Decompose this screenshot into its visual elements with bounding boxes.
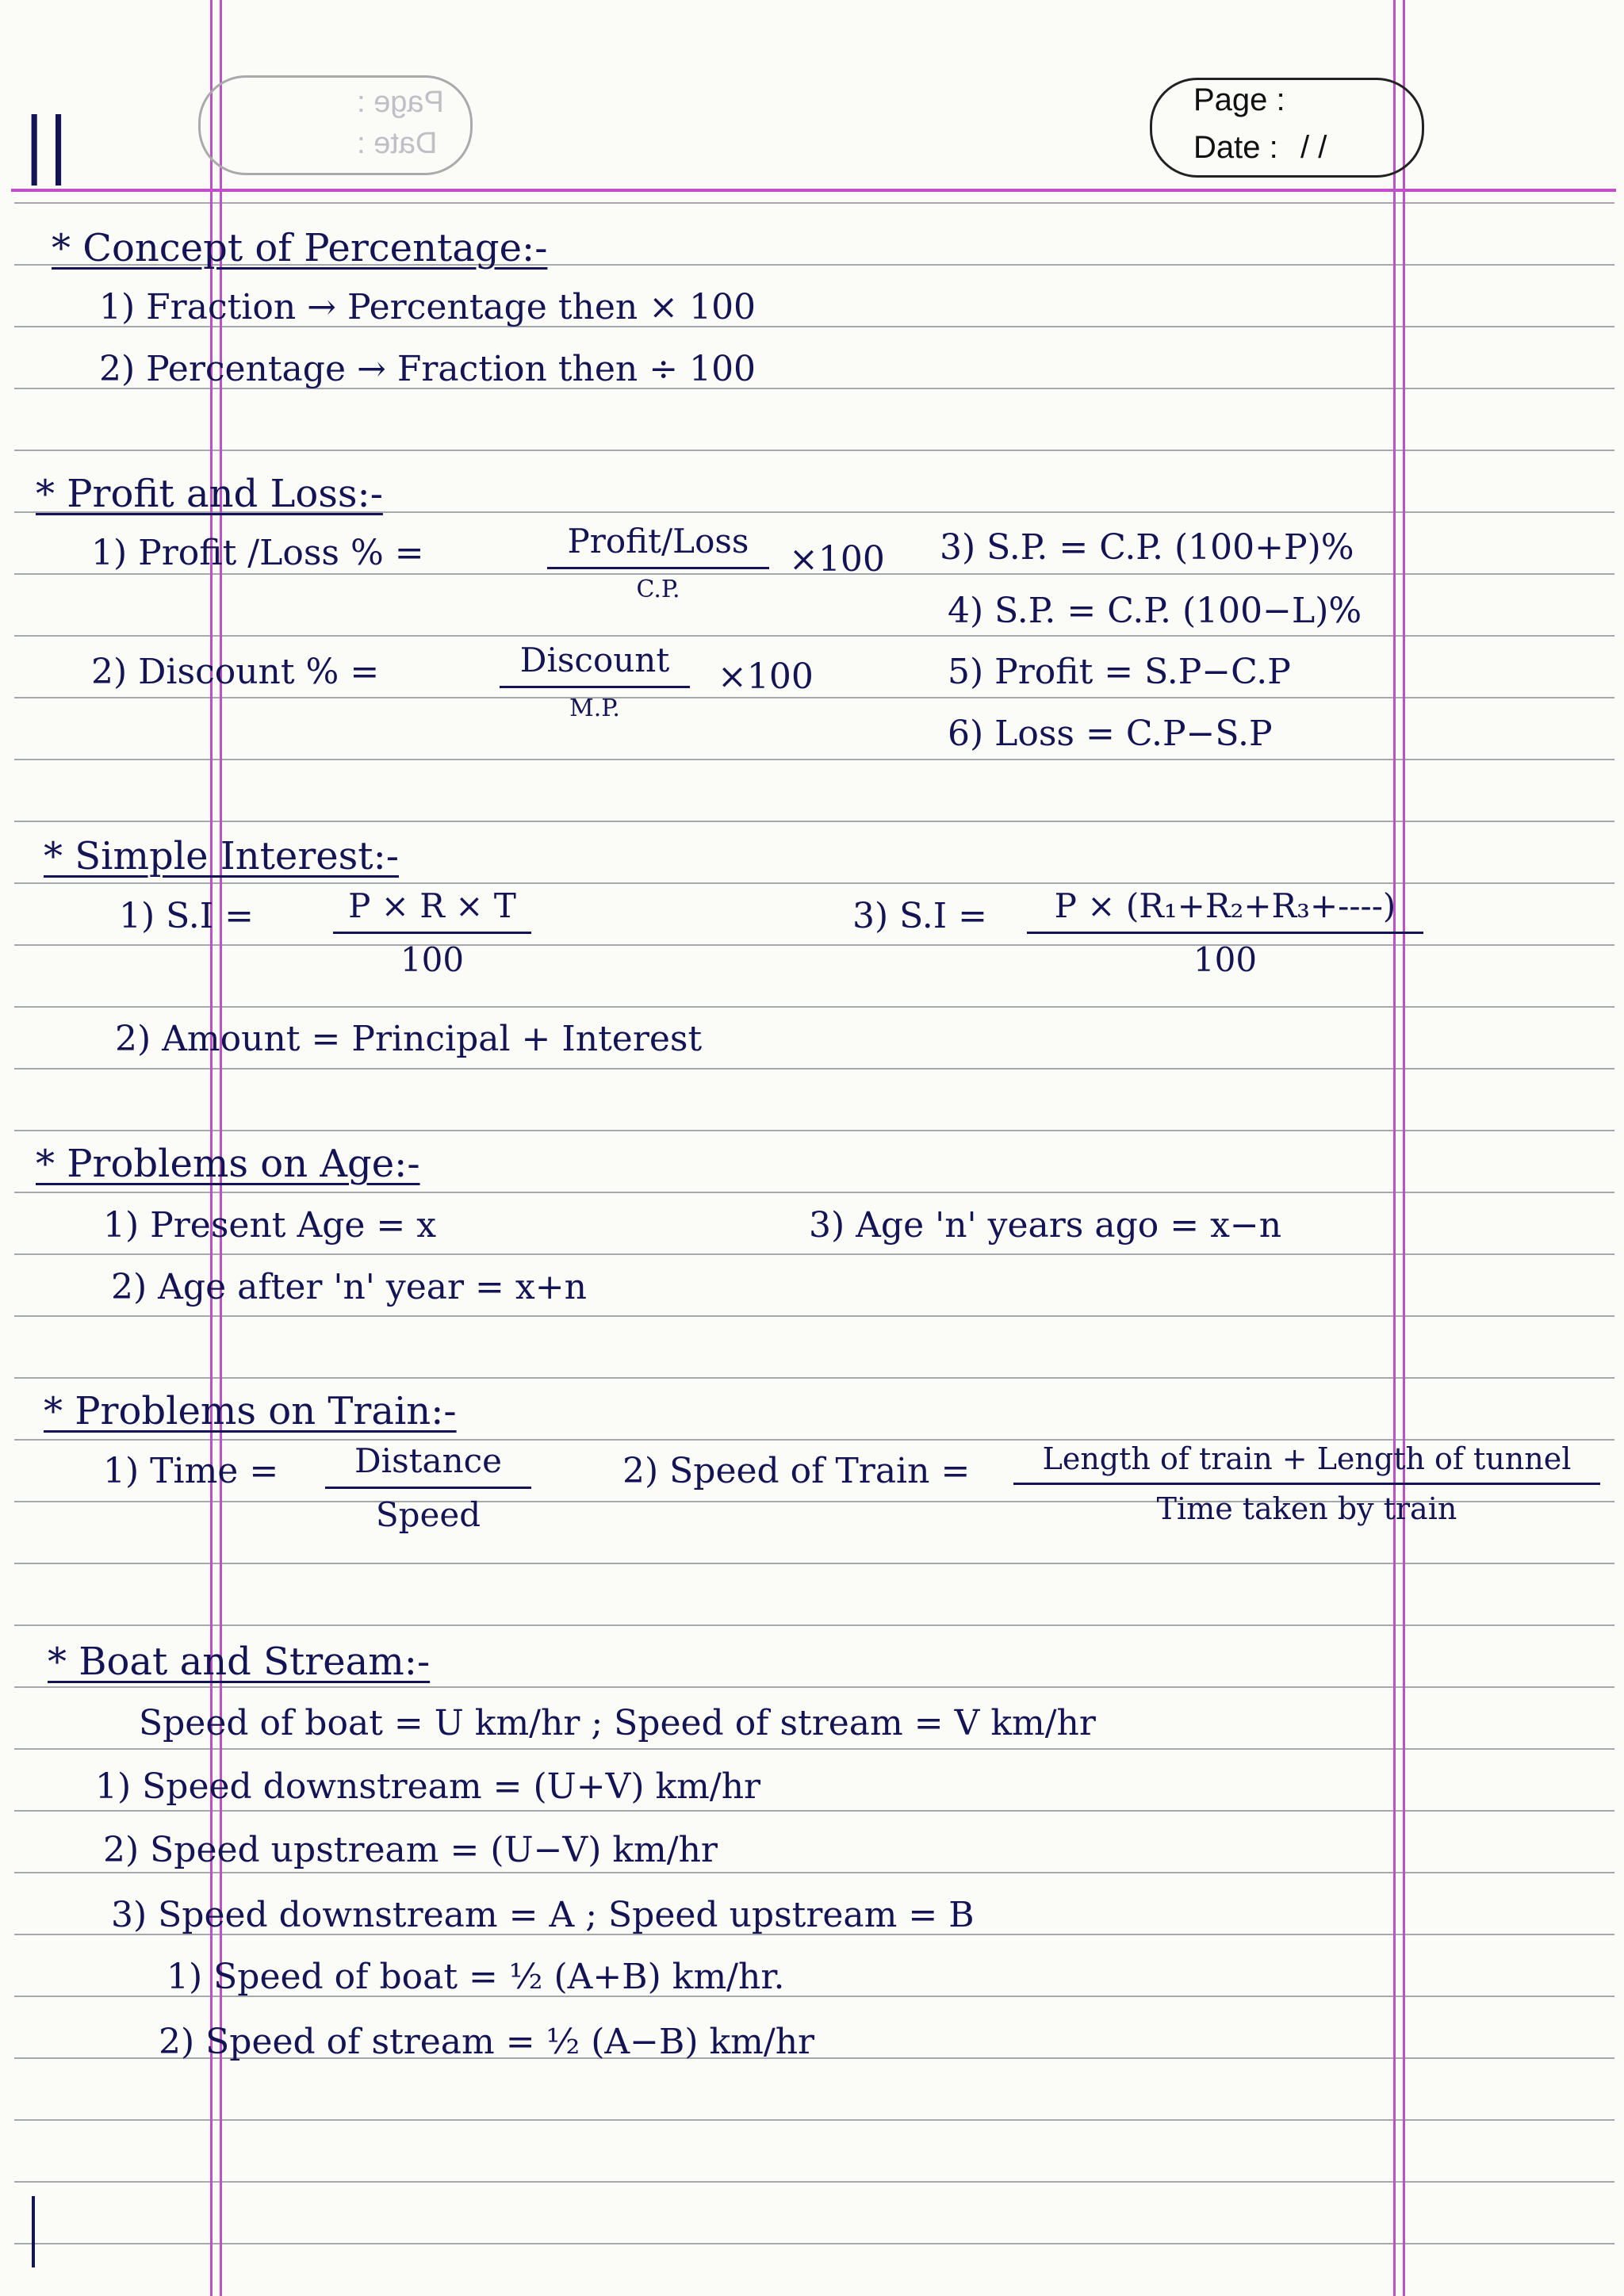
discount-fraction xyxy=(500,641,690,722)
ruled-line xyxy=(14,2181,1614,2183)
si-fraction-1 xyxy=(333,886,531,979)
profit-numerator: Profit/Loss xyxy=(567,522,749,561)
date-label: Date : xyxy=(1193,130,1278,165)
section-title-percentage: * Concept of Percentage:- xyxy=(52,226,548,270)
percentage-line-2: 2) Percentage → Fraction then ÷ 100 xyxy=(99,349,756,389)
ruled-line xyxy=(14,202,1614,204)
ruled-line xyxy=(14,635,1614,637)
profit-rule-6: 6) Loss = C.P−S.P xyxy=(948,714,1273,754)
train-formula-1-lhs: 1) Time = xyxy=(103,1451,279,1491)
bottom-left-mark xyxy=(32,2196,35,2267)
top-margin-line xyxy=(11,189,1616,192)
ruled-line xyxy=(14,1068,1614,1070)
boat-line-3: 3) Speed downstream = A ; Speed upstream = B xyxy=(111,1895,975,1935)
si-formula-3-lhs: 3) S.I = xyxy=(852,896,987,936)
discount-formula-lhs: 2) Discount % = xyxy=(91,652,380,692)
ruled-line xyxy=(14,697,1614,698)
boat-line-5: 2) Speed of stream = ½ (A−B) km/hr xyxy=(159,2022,815,2062)
train-denominator-2: Time taken by train xyxy=(1156,1491,1457,1526)
train-numerator-1: Distance xyxy=(354,1441,502,1480)
section-title-train: * Problems on Train:- xyxy=(44,1389,457,1433)
profit-rule-4: 4) S.P. = C.P. (100−L)% xyxy=(948,591,1362,631)
discount-denominator: M.P. xyxy=(569,695,620,722)
ruled-line xyxy=(14,1872,1614,1873)
profit-rule-3: 3) S.P. = C.P. (100+P)% xyxy=(940,527,1354,568)
percentage-line-1: 1) Fraction → Percentage then × 100 xyxy=(99,287,756,327)
boat-line-1: 1) Speed downstream = (U+V) km/hr xyxy=(95,1766,761,1807)
ruled-line xyxy=(14,1315,1614,1317)
section-title-boat: * Boat and Stream:- xyxy=(48,1640,431,1684)
section-title-profit: * Profit and Loss:- xyxy=(36,472,383,516)
boat-line-4: 1) Speed of boat = ½ (A+B) km/hr. xyxy=(167,1957,785,1997)
profit-fraction xyxy=(547,522,769,603)
ghost-date-label: Date : xyxy=(357,127,438,160)
ruled-line xyxy=(14,1130,1614,1131)
profit-rule-5: 5) Profit = S.P−C.P xyxy=(948,652,1291,692)
ruled-line xyxy=(14,1006,1614,1008)
left-mark: || xyxy=(22,103,71,186)
discount-numerator: Discount xyxy=(519,641,670,679)
ruled-line xyxy=(14,1439,1614,1441)
section-title-age: * Problems on Age:- xyxy=(36,1142,420,1186)
page-label: Page : xyxy=(1193,82,1285,117)
age-line-3: 3) Age 'n' years ago = x−n xyxy=(809,1205,1282,1246)
train-numerator-2: Length of train + Length of tunnel xyxy=(1042,1441,1572,1476)
right-margin-line-2 xyxy=(1403,0,1405,2296)
age-line-2: 2) Age after 'n' year = x+n xyxy=(111,1267,587,1307)
ruled-line xyxy=(14,1686,1614,1688)
train-denominator-1: Speed xyxy=(375,1495,481,1534)
section-title-si: * Simple Interest:- xyxy=(44,834,399,878)
ruled-line xyxy=(14,821,1614,822)
age-line-1: 1) Present Age = x xyxy=(103,1205,437,1246)
boat-line-0: Speed of boat = U km/hr ; Speed of stream = V km/hr xyxy=(139,1703,1096,1743)
ruled-line xyxy=(14,1377,1614,1379)
train-fraction-2 xyxy=(1013,1441,1600,1526)
discount-multiplier: ×100 xyxy=(718,656,814,697)
profit-multiplier: ×100 xyxy=(789,539,885,580)
profit-denominator: C.P. xyxy=(636,576,680,603)
ruled-line xyxy=(14,1563,1614,1564)
train-formula-2-lhs: 2) Speed of Train = xyxy=(622,1451,971,1491)
right-margin-line xyxy=(1393,0,1396,2296)
si-numerator-3: P × (R₁+R₂+R₃+----) xyxy=(1054,886,1396,925)
ruled-line xyxy=(14,450,1614,451)
si-denominator-1: 100 xyxy=(400,940,465,979)
train-fraction-1 xyxy=(325,1441,531,1534)
ghost-page-label: Page : xyxy=(357,86,444,119)
ruled-line xyxy=(14,882,1614,884)
si-denominator-3: 100 xyxy=(1193,940,1258,979)
ruled-line xyxy=(14,1810,1614,1812)
date-slashes: / / xyxy=(1300,130,1327,165)
ruled-line xyxy=(14,1253,1614,1255)
si-line-2: 2) Amount = Principal + Interest xyxy=(115,1019,703,1059)
ruled-line xyxy=(14,1192,1614,1193)
profit-formula-lhs: 1) Profit /Loss % = xyxy=(91,533,424,573)
ruled-line xyxy=(14,1748,1614,1750)
ruled-line xyxy=(14,1624,1614,1626)
ruled-line xyxy=(14,2119,1614,2121)
si-formula-1-lhs: 1) S.I = xyxy=(119,896,254,936)
page-date-box xyxy=(1150,78,1424,178)
si-fraction-3 xyxy=(1027,886,1423,979)
si-numerator-1: P × R × T xyxy=(348,886,516,925)
boat-line-2: 2) Speed upstream = (U−V) km/hr xyxy=(103,1830,718,1870)
ruled-line xyxy=(14,2243,1614,2244)
ruled-line xyxy=(14,759,1614,760)
